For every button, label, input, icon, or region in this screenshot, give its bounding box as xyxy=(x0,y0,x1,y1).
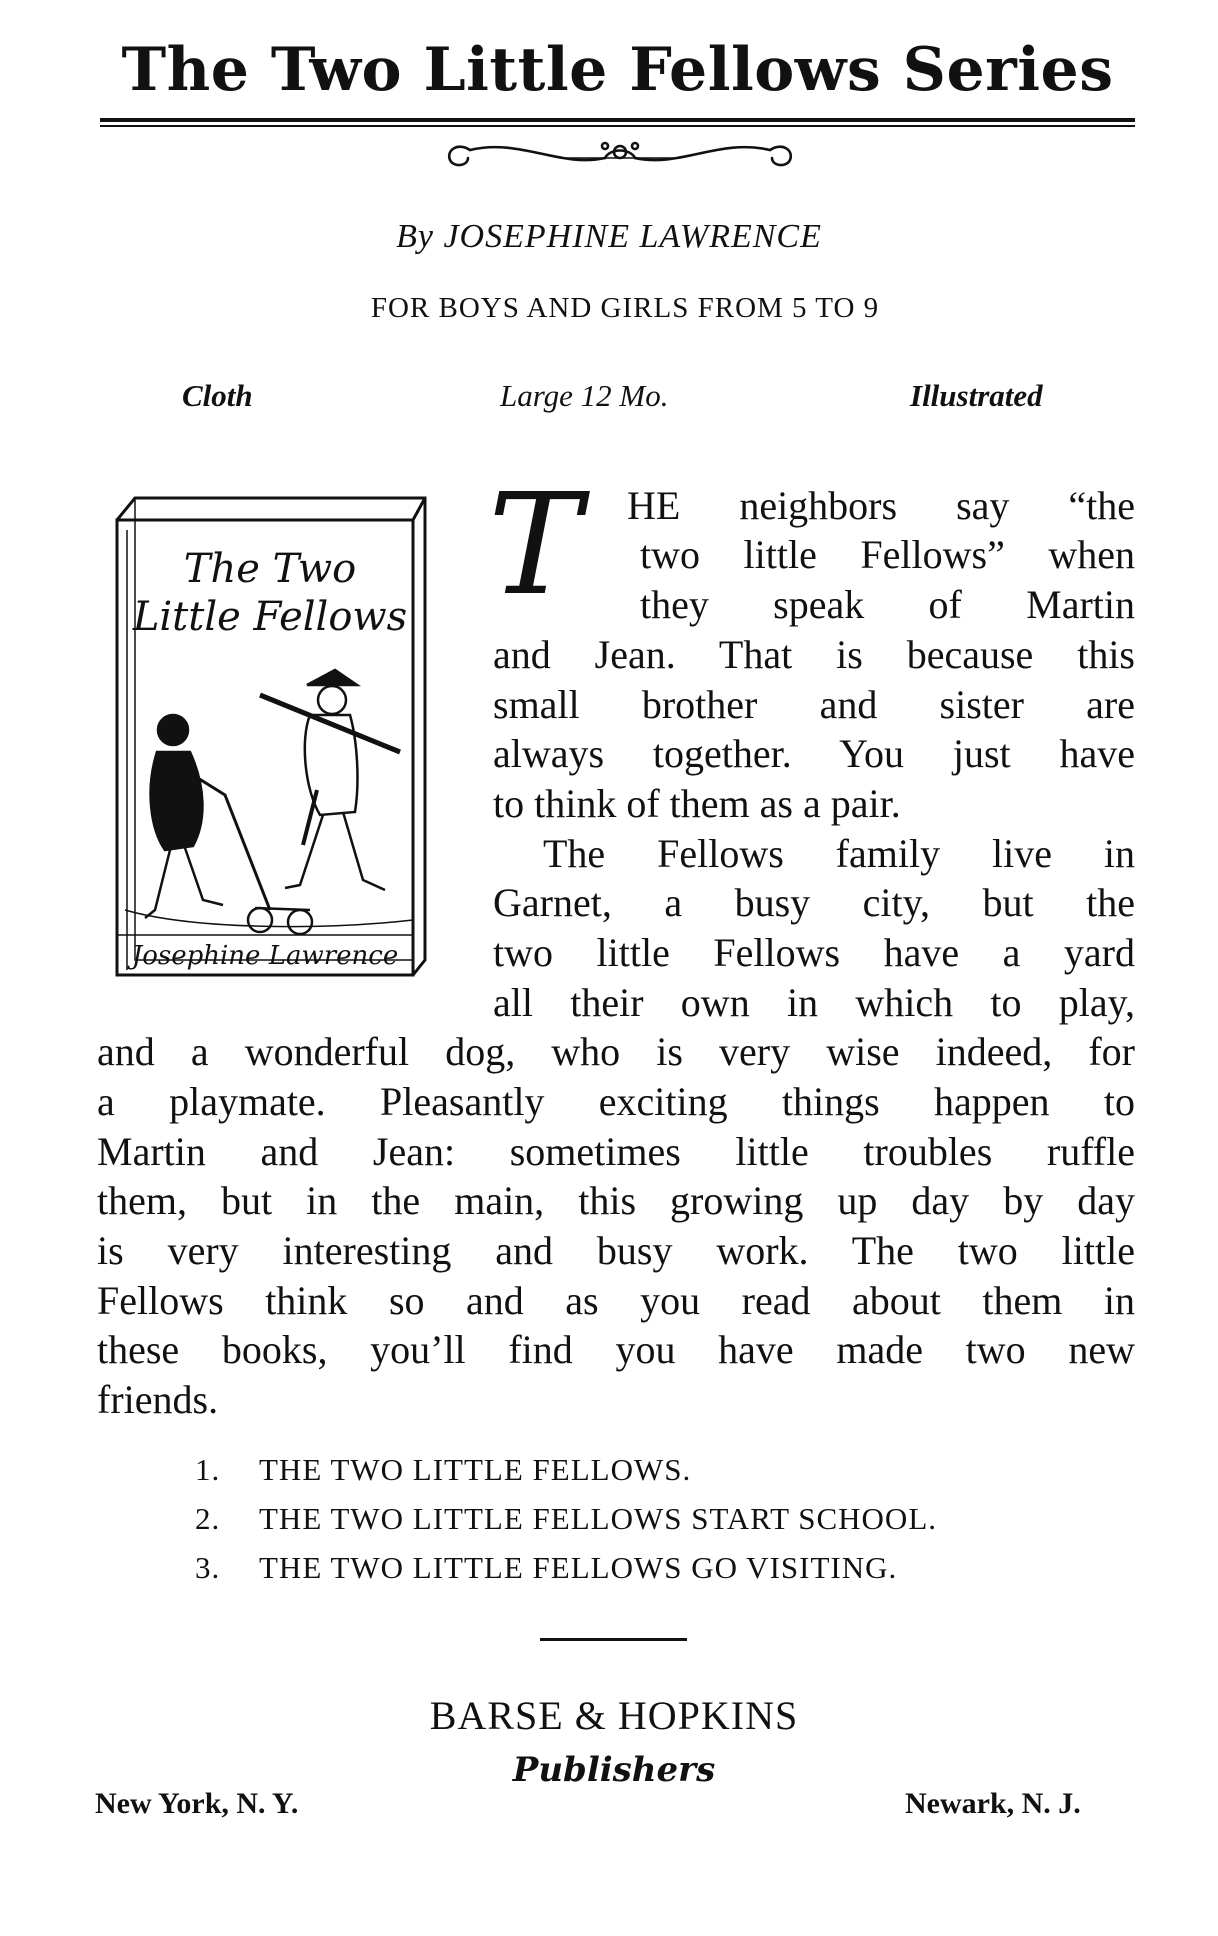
body-line: The Fellows family live in xyxy=(543,831,1135,876)
city-new-york: New York, N. Y. xyxy=(95,1787,299,1820)
body-line: and Jean. That is because this xyxy=(493,632,1135,677)
body-line: two little Fellows have a yard xyxy=(493,930,1135,975)
body-line: Garnet, a busy city, but the xyxy=(493,880,1135,925)
binding-label: Cloth xyxy=(182,378,253,413)
drop-cap: T xyxy=(488,464,582,627)
title-rule xyxy=(100,118,1135,122)
list-item xyxy=(195,1494,937,1543)
flourish-ornament xyxy=(440,128,800,176)
city-newark: Newark, N. J. xyxy=(905,1787,1081,1820)
body-line: these books, you’ll find you have made two new xyxy=(97,1327,1135,1372)
publisher-name: BARSE & HOPKINS xyxy=(429,1693,799,1738)
book-title: THE TWO LITTLE FELLOWS START SCHOOL. xyxy=(259,1501,938,1536)
body-line: HE neighbors say “the xyxy=(627,483,1135,528)
book-number: 3. xyxy=(195,1550,221,1585)
publisher-subtitle: Publishers xyxy=(512,1750,716,1790)
body-line: to think of them as a pair. xyxy=(493,781,901,826)
separator-rule xyxy=(540,1638,687,1641)
body-line: a playmate. Pleasantly exciting things happen to xyxy=(97,1079,1135,1124)
body-line: small brother and sister are xyxy=(493,682,1135,727)
body-line: Fellows think so and as you read about them in xyxy=(97,1278,1135,1323)
audience-line: FOR BOYS AND GIRLS FROM 5 TO 9 xyxy=(370,292,880,324)
body-line: two little Fellows” when xyxy=(640,532,1135,577)
body-line: they speak of Martin xyxy=(640,582,1135,627)
cover-author: Josephine Lawrence xyxy=(131,941,399,971)
body-line: always together. You just have xyxy=(493,731,1135,776)
book-title: THE TWO LITTLE FELLOWS. xyxy=(259,1452,692,1487)
body-line: and a wonderful dog, who is very wise indeed, for xyxy=(97,1029,1135,1074)
body-line: friends. xyxy=(97,1377,219,1422)
body-line: them, but in the main, this growing up day by day xyxy=(97,1178,1135,1223)
illustrated-label: Illustrated xyxy=(910,378,1043,413)
list-item xyxy=(195,1543,937,1592)
body-line: Martin and Jean: sometimes little troubles ruffle xyxy=(97,1129,1135,1174)
cover-title-line-1: The Two xyxy=(183,546,357,592)
body-line: is very interesting and busy work. The two little xyxy=(97,1228,1135,1273)
format-label: Large 12 Mo. xyxy=(500,378,669,413)
page-title: The Two Little Fellows Series xyxy=(121,35,1114,105)
author-line: By JOSEPHINE LAWRENCE xyxy=(396,218,822,255)
book-list xyxy=(195,1445,937,1592)
book-number: 1. xyxy=(195,1452,221,1487)
book-cover-illustration xyxy=(95,490,440,980)
book-number: 2. xyxy=(195,1501,221,1536)
book-title: THE TWO LITTLE FELLOWS GO VISITING. xyxy=(259,1550,898,1585)
body-line: all their own in which to play, xyxy=(493,980,1135,1025)
cover-title-line-2: Little Fellows xyxy=(132,594,408,640)
title-rule-thin xyxy=(100,125,1135,127)
list-item xyxy=(195,1445,937,1494)
